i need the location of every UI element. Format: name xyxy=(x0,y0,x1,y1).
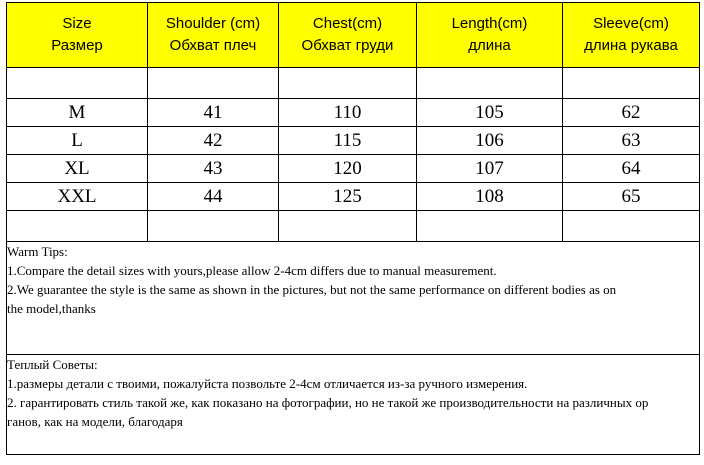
warm-tips-ru xyxy=(7,355,700,455)
shoulder-cell: 43 xyxy=(148,155,279,183)
sleeve-cell: 62 xyxy=(563,99,700,127)
header-row xyxy=(7,3,700,68)
length-cell: 108 xyxy=(417,183,563,211)
table-row xyxy=(7,127,700,155)
sleeve-cell: 63 xyxy=(563,127,700,155)
chest-cell: 125 xyxy=(279,183,417,211)
size-cell: L xyxy=(7,127,148,155)
length-cell: 105 xyxy=(417,99,563,127)
tips-line: 2.We guarantee the style is the same as shown in the pictures, but not the same performance on different bodies as on xyxy=(7,282,617,297)
shoulder-cell: 41 xyxy=(148,99,279,127)
table-row xyxy=(7,183,700,211)
header-sleeve: Sleeve(cm) длина рукава xyxy=(563,3,700,68)
size-cell: M xyxy=(7,99,148,127)
warm-tips-en xyxy=(7,242,700,355)
table-row xyxy=(7,99,700,127)
tips-line: 1.размеры детали с твоими, пожалуйста позвольте 2-4см отличается из-за ручного измерения. xyxy=(7,376,528,391)
length-cell: 107 xyxy=(417,155,563,183)
blank-row xyxy=(7,68,700,99)
chest-cell: 120 xyxy=(279,155,417,183)
size-chart-table xyxy=(6,2,700,455)
chest-cell: 110 xyxy=(279,99,417,127)
size-cell: XXL xyxy=(7,183,148,211)
tips-line: 1.Compare the detail sizes with yours,please allow 2-4cm differs due to manual measurement. xyxy=(7,263,497,278)
header-size: Size Размер xyxy=(7,3,148,68)
sleeve-cell: 64 xyxy=(563,155,700,183)
chest-cell: 115 xyxy=(279,127,417,155)
header-shoulder: Shoulder (cm) Обхват плеч xyxy=(148,3,279,68)
header-chest: Chest(cm) Обхват груди xyxy=(279,3,417,68)
tips-title: Warm Tips: xyxy=(7,244,68,259)
blank-row xyxy=(7,211,700,242)
shoulder-cell: 44 xyxy=(148,183,279,211)
length-cell: 106 xyxy=(417,127,563,155)
table-row xyxy=(7,155,700,183)
shoulder-cell: 42 xyxy=(148,127,279,155)
tips-line: the model,thanks xyxy=(7,301,96,316)
size-cell: XL xyxy=(7,155,148,183)
sleeve-cell: 65 xyxy=(563,183,700,211)
tips-line: 2. гарантировать стиль такой же, как показано на фотографии, но не такой же производительности на различных ор xyxy=(7,395,649,410)
tips-title: Теплый Советы: xyxy=(7,357,98,372)
tips-line: ганов, как на модели, благодаря xyxy=(7,414,183,429)
header-length: Length(cm) длина xyxy=(417,3,563,68)
